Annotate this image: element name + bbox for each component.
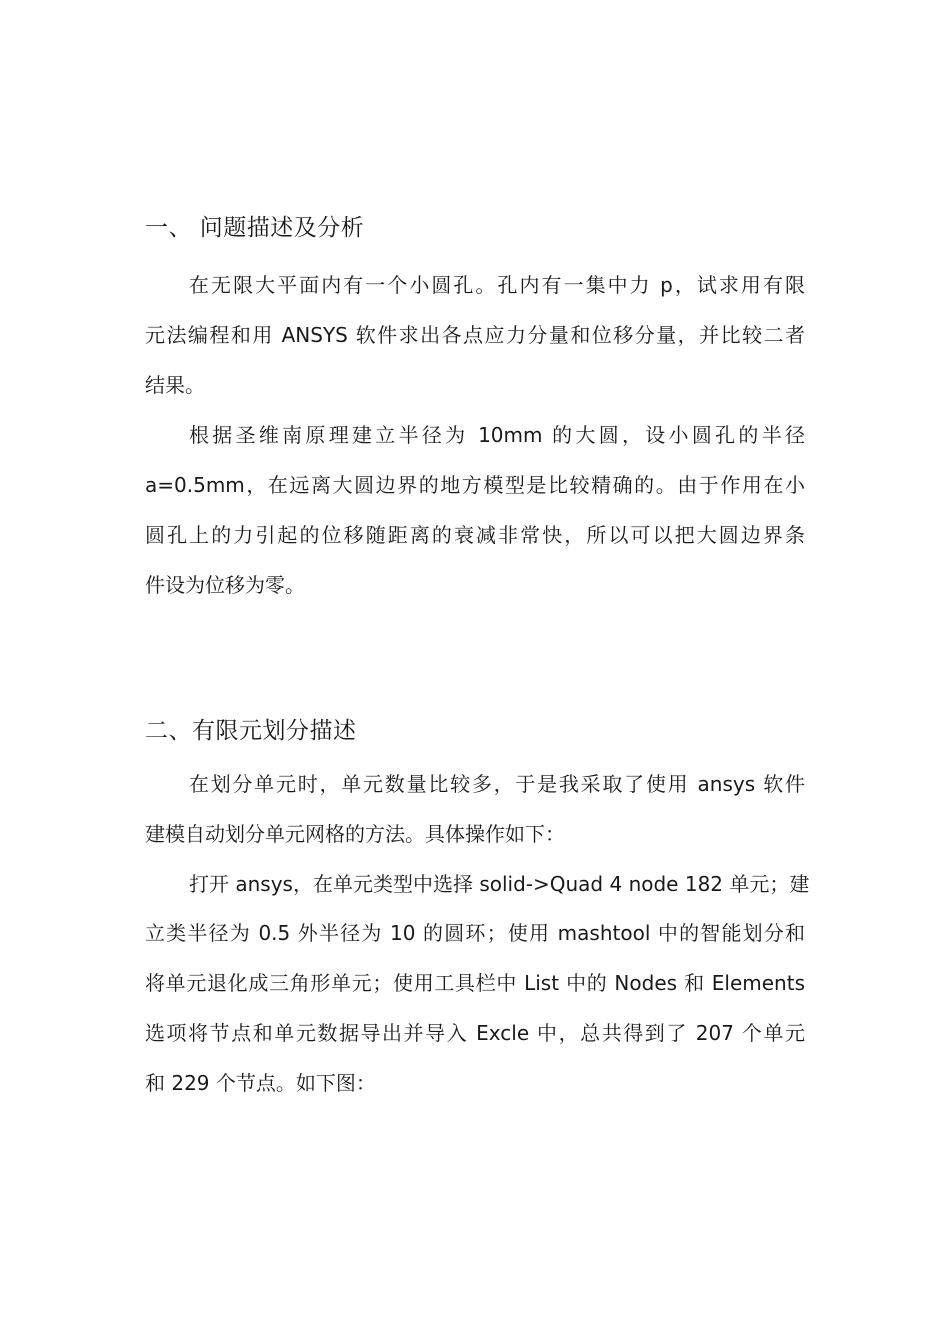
section-1-heading: 一、 问题描述及分析 (145, 215, 365, 241)
section-1-para-2-line-2: a=0.5mm，在远离大圆边界的地方模型是比较精确的。由于作用在小 (145, 473, 805, 497)
section-2-heading: 二、有限元划分描述 (145, 718, 357, 744)
section-1-para-2-line-1: 根据圣维南原理建立半径为 10mm 的大圆，设小圆孔的半径 (189, 423, 805, 447)
section-1-para-2-line-3: 圆孔上的力引起的位移随距离的衰减非常快，所以可以把大圆边界条 (145, 523, 805, 547)
section-2-para-1-line-1: 在划分单元时，单元数量比较多，于是我采取了使用 ansys 软件 (189, 772, 805, 796)
section-1-para-1-line-3: 结果。 (145, 373, 205, 397)
section-2-para-1-line-2: 建模自动划分单元网格的方法。具体操作如下： (145, 822, 565, 846)
section-2-para-2-line-1: 打开 ansys，在单元类型中选择 solid->Quad 4 node 182 单元；建 (189, 872, 810, 896)
section-2-para-2-line-3: 将单元退化成三角形单元；使用工具栏中 List 中的 Nodes 和 Elements (145, 971, 805, 995)
section-1-para-1-line-2: 元法编程和用 ANSYS 软件求出各点应力分量和位移分量，并比较二者 (145, 323, 805, 347)
section-1-para-2-line-4: 件设为位移为零。 (145, 573, 305, 597)
section-1-para-1-line-1: 在无限大平面内有一个小圆孔。孔内有一集中力 p，试求用有限 (189, 273, 805, 297)
section-2-para-2-line-4: 选项将节点和单元数据导出并导入 Excle 中，总共得到了 207 个单元 (145, 1021, 805, 1045)
section-2-para-2-line-2: 立类半径为 0.5 外半径为 10 的圆环；使用 mashtool 中的智能划分和 (145, 921, 805, 945)
section-2-para-2-line-5: 和 229 个节点。如下图： (145, 1071, 376, 1095)
